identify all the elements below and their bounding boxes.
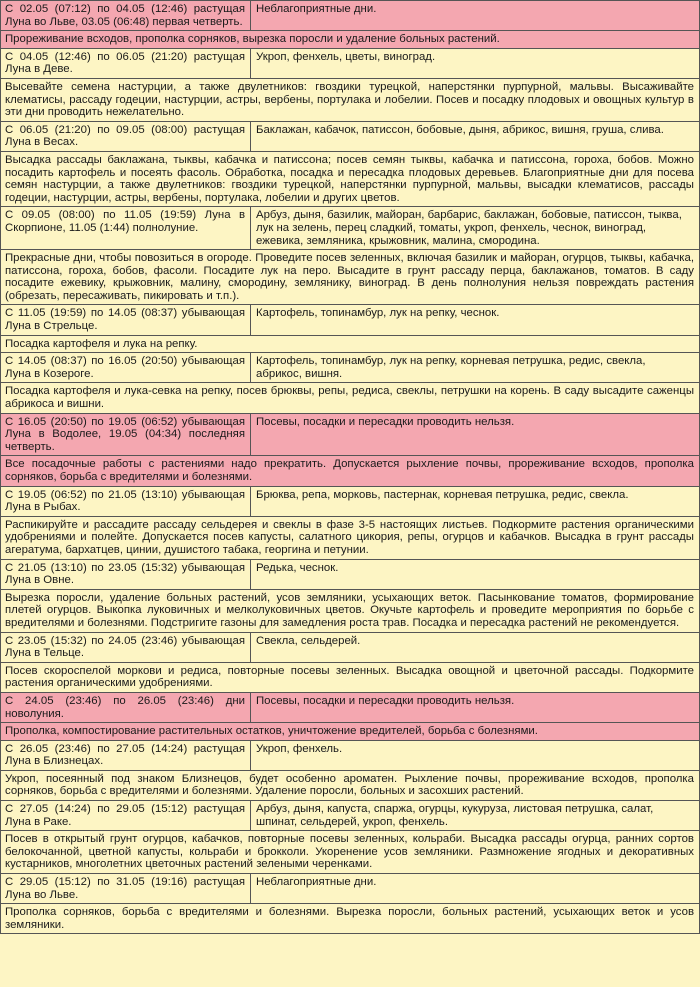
recommended-crops: Баклажан, кабачок, патиссон, бобовые, дыня, абрикос, вишня, груша, слива. bbox=[256, 123, 664, 136]
calendar-entry bbox=[0, 633, 700, 693]
work-description: Прекрасные дни, чтобы повозиться в огороде. Проведите посев зеленных, включая базилик и майоран, огурцов, тыквы, кабачка, патиссона, гороха, бобов, фасоли. Посадите лук на перо. Высадите в грунт рассаду перца, баклажанов, томатов. В саду посадите ежевику, крыжовник, малину, смородину, землянику, виноград. В день полнолуния нельзя повреждать растения (обрезать, пересаживать, пикировать и т.п.). bbox=[1, 250, 699, 305]
calendar-entry bbox=[0, 801, 700, 874]
work-description: Распикируйте и рассадите рассаду сельдерея и свеклы в фазе 3-5 настоящих листьев. Подкормите растения органическими удобрениями и полейте. Допускается посев капусты, салатного цикория, репы, огурцов и кабачков. Высадка в грунт рассады агератума, бархатцев, цинии, душистого табака, георгина и петунии. bbox=[1, 517, 699, 560]
period-dates: С 27.05 (14:24) по 29.05 (15:12) растущая Луна в Раке. bbox=[1, 801, 251, 830]
period-row bbox=[1, 122, 699, 152]
period-dates: С 09.05 (08:00) по 11.05 (19:59) Луна в Скорпионе, 11.05 (1:44) полнолуние. bbox=[1, 207, 251, 249]
period-dates: С 29.05 (15:12) по 31.05 (19:16) растущая Луна во Льве. bbox=[1, 874, 251, 903]
period-dates: С 16.05 (20:50) по 19.05 (06:52) убывающая Луна в Водолее, 19.05 (04:34) последняя четверть. bbox=[1, 414, 251, 456]
period-row bbox=[1, 49, 699, 79]
period-row bbox=[1, 801, 699, 831]
recommended-crops: Брюква, репа, морковь, пастернак, корневая петрушка, редис, свекла. bbox=[256, 488, 629, 501]
period-row bbox=[1, 487, 699, 517]
period-row bbox=[1, 560, 699, 590]
period-row bbox=[1, 414, 699, 457]
recommended-crops: Картофель, топинамбур, лук на репку, корневая петрушка, редис, свекла, абрикос, вишня. bbox=[256, 355, 646, 380]
period-dates: С 14.05 (08:37) по 16.05 (20:50) убывающая Луна в Козероге. bbox=[1, 353, 251, 382]
calendar-entry bbox=[0, 1, 700, 49]
work-description: Посадка картофеля и лука-севка на репку, посев брюквы, репы, редиса, свеклы, петрушки на корень. В саду высадите саженцы абрикоса и вишни. bbox=[1, 383, 699, 413]
work-description: Посев в открытый грунт огурцов, кабачков, повторные посевы зеленных, кольраби. Высадка рассады огурца, ранних сортов белокочанной, цветной капусты, кольраби и брокколи. Укоренение усов земляники. Размножение ягодных и декоративных кустарников, многолетних цветочных растений зелеными черенками. bbox=[1, 831, 699, 874]
recommended-crops: Картофель, топинамбур, лук на репку, чеснок. bbox=[256, 307, 500, 320]
calendar-entry bbox=[0, 305, 700, 353]
calendar-entry bbox=[0, 693, 700, 741]
calendar-entry bbox=[0, 874, 700, 934]
period-row bbox=[1, 207, 699, 250]
work-description: Прореживание всходов, прополка сорняков, вырезка поросли и удаление больных растений. bbox=[1, 31, 699, 49]
period-row bbox=[1, 874, 699, 904]
recommended-crops: Свекла, сельдерей. bbox=[256, 634, 361, 647]
recommended-crops: Укроп, фенхель, цветы, виноград. bbox=[256, 50, 436, 63]
period-row bbox=[1, 1, 699, 31]
period-dates: С 04.05 (12:46) по 06.05 (21:20) растущая Луна в Деве. bbox=[1, 49, 251, 78]
period-dates: С 11.05 (19:59) по 14.05 (08:37) убывающая Луна в Стрельце. bbox=[1, 305, 251, 334]
period-row bbox=[1, 305, 699, 335]
recommended-crops: Арбуз, дыня, базилик, майоран, барбарис, баклажан, бобовые, патиссон, тыква, лук на зелень, перец сладкий, томаты, укроп, фенхель, чеснок, виноград, ежевика, земляника, крыжовник, малина, смородина. bbox=[256, 209, 682, 247]
calendar-entry bbox=[0, 49, 700, 122]
period-row bbox=[1, 353, 699, 383]
work-description: Высевайте семена настурции, а также двулетников: гвоздики турецкой, наперстянки пурпурной, мальвы. Высаживайте клематисы, рассаду годеции, настурции, астры, вербены, портулака и лобелии. Посев и посадку плодовых и овощных культур в эти дни проводить нежелательно. bbox=[1, 79, 699, 122]
work-description: Посев скороспелой моркови и редиса, повторные посевы зеленных. Высадка овощной и цветочной рассады. Подкормите растения органическими удобрениями. bbox=[1, 663, 699, 693]
period-dates: С 21.05 (13:10) по 23.05 (15:32) убывающая Луна в Овне. bbox=[1, 560, 251, 589]
calendar-entry bbox=[0, 414, 700, 487]
period-dates: С 23.05 (15:32) по 24.05 (23:46) убывающая Луна в Тельце. bbox=[1, 633, 251, 662]
period-dates: С 26.05 (23:46) по 27.05 (14:24) растущая Луна в Близнецах. bbox=[1, 741, 251, 770]
work-description: Все посадочные работы с растениями надо прекратить. Допускается рыхление почвы, прореживание всходов, прополка сорняков, борьба с вредителями и болезнями. bbox=[1, 456, 699, 486]
period-row bbox=[1, 693, 699, 723]
calendar-entry bbox=[0, 741, 700, 801]
period-dates: С 02.05 (07:12) по 04.05 (12:46) растущая Луна во Льве, 03.05 (06:48) первая четверть. bbox=[1, 1, 251, 30]
calendar-entry bbox=[0, 487, 700, 560]
work-description: Вырезка поросли, удаление больных растений, усов земляники, усыхающих веток. Пасынкование томатов, формирование плетей огурцов. Выкопка луковичных и мелколуковичных цветов. Окучьте картофель и проведите мероприятия по борьбе с вредителями и болезнями. Подстригите газоны для замедления роста трав. Посадка и пересадка растений не рекомендуется. bbox=[1, 590, 699, 633]
work-description: Посадка картофеля и лука на репку. bbox=[1, 336, 699, 354]
calendar-entry bbox=[0, 560, 700, 633]
calendar-entry bbox=[0, 207, 700, 305]
recommended-crops: Неблагоприятные дни. bbox=[251, 1, 699, 30]
period-dates: С 24.05 (23:46) по 26.05 (23:46) дни новолуния. bbox=[1, 693, 251, 722]
work-description: Прополка сорняков, борьба с вредителями и болезнями. Вырезка поросли, больных растений, усыхающих веток и усов земляники. bbox=[1, 904, 699, 934]
period-dates: С 06.05 (21:20) по 09.05 (08:00) растущая Луна в Весах. bbox=[1, 122, 251, 151]
period-dates: С 19.05 (06:52) по 21.05 (13:10) убывающая Луна в Рыбах. bbox=[1, 487, 251, 516]
calendar-entry bbox=[0, 122, 700, 208]
calendar-entry bbox=[0, 353, 700, 413]
work-description: Укроп, посеянный под знаком Близнецов, будет особенно ароматен. Рыхление почвы, прореживание всходов, прополка сорняков, борьба с вредителями и болезнями. Удаление поросли, больных и засохших растений. bbox=[1, 771, 699, 801]
work-description: Высадка рассады баклажана, тыквы, кабачка и патиссона; посев семян тыквы, кабачка и патиссона, гороха, бобов. Можно посадить картофель и посеять фасоль. Обработка, посадка и пересадка плодовых деревьев. Благоприятные дни для посева семян настурции, а также двулетников: гвоздики турецкой, наперстянки пурпурной, мальвы, высадки клематисов, рассады годеции, настурции, астры, вербены, портулака, лобелии и других цветов. bbox=[1, 152, 699, 207]
work-description: Прополка, компостирование растительных остатков, уничтожение вредителей, борьба с болезнями. bbox=[1, 723, 699, 741]
recommended-crops: Редька, чеснок. bbox=[256, 561, 339, 574]
recommended-crops: Посевы, посадки и пересадки проводить нельзя. bbox=[251, 414, 699, 456]
period-row bbox=[1, 633, 699, 663]
recommended-crops: Укроп, фенхель. bbox=[256, 742, 343, 755]
recommended-crops: Посевы, посадки и пересадки проводить нельзя. bbox=[251, 693, 699, 722]
recommended-crops: Неблагоприятные дни. bbox=[256, 876, 377, 889]
recommended-crops: Арбуз, дыня, капуста, спаржа, огурцы, кукуруза, листовая петрушка, салат, шпинат, сельдерей, укроп, фенхель. bbox=[256, 803, 654, 828]
period-row bbox=[1, 741, 699, 771]
